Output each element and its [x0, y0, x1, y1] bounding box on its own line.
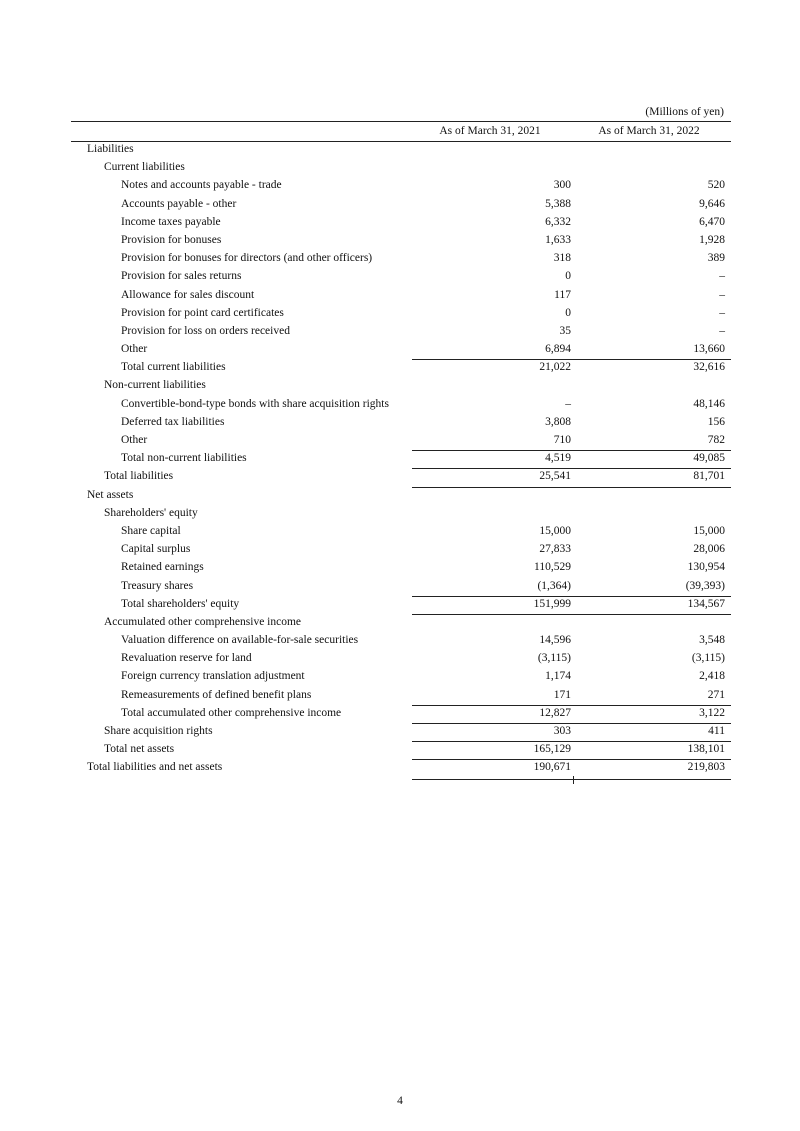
column-header-2022: As of March 31, 2022 [598, 125, 700, 137]
value-2021: 151,999 [533, 597, 571, 610]
value-2022: 9,646 [699, 197, 725, 210]
table-row [71, 176, 731, 194]
value-2022: 130,954 [687, 561, 725, 574]
value-2021: 165,129 [533, 743, 571, 756]
row-label: Retained earnings [121, 561, 204, 574]
table-row [71, 340, 731, 358]
table-row [71, 667, 731, 685]
value-2022: (3,115) [691, 652, 725, 665]
row-label: Total current liabilities [121, 361, 226, 374]
value-2021: 117 [554, 288, 571, 301]
table-row [71, 595, 731, 613]
table-row [71, 486, 731, 504]
table-row [71, 140, 731, 158]
value-2021: 35 [559, 324, 571, 337]
table-row [71, 558, 731, 576]
value-2021: 190,671 [533, 761, 571, 774]
value-2021: 171 [553, 688, 571, 701]
row-label: Current liabilities [104, 161, 185, 174]
value-2021: 0 [565, 306, 571, 319]
value-2022: 48,146 [693, 397, 725, 410]
value-2022: – [719, 306, 725, 319]
value-2022: – [719, 288, 725, 301]
column-separator-tick [573, 776, 574, 784]
value-2021: 1,174 [545, 670, 571, 683]
value-2022: 219,803 [687, 761, 725, 774]
row-label: Allowance for sales discount [121, 288, 255, 301]
row-label: Total non-current liabilities [121, 452, 247, 465]
column-header-row [71, 121, 731, 142]
value-2021: 710 [553, 434, 571, 446]
value-2021: 14,596 [539, 634, 571, 647]
value-2022: 28,006 [693, 543, 725, 556]
value-2022: 15,000 [693, 524, 725, 537]
value-2021: 1,633 [545, 233, 571, 246]
value-2022: 49,085 [693, 452, 725, 465]
table-row [71, 631, 731, 649]
table-row [71, 431, 731, 449]
row-label: Provision for bonuses for directors (and other officers) [121, 252, 373, 265]
value-2021: 3,808 [545, 415, 571, 428]
row-label: Notes and accounts payable - trade [121, 179, 282, 192]
table-row [71, 158, 731, 176]
value-2021: 318 [553, 252, 571, 265]
value-2021: 21,022 [539, 361, 571, 374]
table-row [71, 722, 731, 740]
table-row [71, 267, 731, 285]
value-2022: 782 [707, 434, 725, 446]
value-2021: 25,541 [539, 470, 571, 483]
value-2022: 32,616 [693, 361, 725, 374]
value-2021: 12,827 [539, 706, 571, 719]
value-2021: 6,332 [545, 215, 571, 228]
table-row [71, 540, 731, 558]
value-2021: 5,388 [545, 197, 571, 210]
row-label: Non-current liabilities [104, 379, 206, 392]
table-row [71, 740, 731, 758]
value-2021: – [565, 397, 571, 410]
value-2022: 411 [708, 725, 725, 737]
value-2021: 4,519 [545, 452, 571, 465]
table-row [71, 286, 731, 304]
value-2021: 303 [553, 725, 571, 737]
table-row [71, 577, 731, 595]
table-row [71, 231, 731, 249]
value-2022: 6,470 [699, 215, 725, 228]
value-2022: (39,393) [685, 579, 725, 592]
table-row [71, 195, 731, 213]
table-row [71, 322, 731, 340]
table-row [71, 467, 731, 485]
row-label: Treasury shares [121, 579, 194, 592]
row-label: Other [121, 434, 148, 446]
value-2021: 15,000 [539, 524, 571, 537]
row-label: Foreign currency translation adjustment [121, 670, 305, 683]
row-label: Income taxes payable [121, 215, 221, 228]
row-label: Accumulated other comprehensive income [104, 615, 302, 628]
value-2022: 3,122 [699, 706, 725, 719]
table-row [71, 376, 731, 394]
value-2022: 1,928 [699, 233, 725, 246]
value-2022: 520 [707, 179, 725, 192]
row-label: Total net assets [104, 743, 175, 756]
table-row [71, 213, 731, 231]
table-row [71, 358, 731, 376]
value-2021: 110,529 [534, 561, 571, 574]
value-2022: 3,548 [699, 634, 725, 647]
value-2022: – [719, 324, 725, 337]
row-label: Share capital [121, 524, 181, 537]
value-2021: 27,833 [539, 543, 571, 556]
row-label: Convertible-bond-type bonds with share acquisition rights [121, 397, 389, 410]
value-2022: 13,660 [693, 343, 725, 356]
value-2022: 271 [707, 688, 725, 701]
row-label: Remeasurements of defined benefit plans [121, 688, 312, 701]
table-row [71, 413, 731, 431]
value-2021: (1,364) [537, 579, 571, 592]
row-label: Provision for loss on orders received [121, 324, 290, 337]
value-2022: 138,101 [687, 743, 725, 756]
table-row [71, 522, 731, 540]
value-2022: 81,701 [693, 470, 725, 483]
table-row [71, 758, 731, 776]
row-label: Shareholders' equity [104, 506, 198, 519]
balance-sheet-table [71, 140, 731, 777]
column-header-2021: As of March 31, 2021 [439, 125, 541, 137]
row-label: Provision for sales returns [121, 270, 242, 283]
row-label: Total liabilities [104, 470, 174, 483]
row-label: Provision for bonuses [121, 233, 222, 246]
value-2021: 6,894 [545, 343, 571, 356]
table-row [71, 304, 731, 322]
table-row [71, 249, 731, 267]
row-label: Other [121, 343, 148, 356]
row-label: Liabilities [87, 143, 134, 155]
row-label: Valuation difference on available-for-sale securities [121, 634, 359, 647]
row-label: Total shareholders' equity [121, 597, 240, 610]
table-row [71, 704, 731, 722]
value-2022: – [719, 270, 725, 283]
row-label: Share acquisition rights [104, 725, 213, 737]
value-2021: 0 [565, 270, 571, 283]
value-2022: 389 [707, 252, 725, 265]
page-number: 4 [397, 1095, 403, 1107]
row-label: Total liabilities and net assets [87, 761, 223, 774]
row-label: Capital surplus [121, 543, 191, 556]
table-row [71, 449, 731, 467]
row-label: Total accumulated other comprehensive income [121, 706, 342, 719]
unit-label: (Millions of yen) [645, 106, 724, 118]
row-label: Deferred tax liabilities [121, 415, 225, 428]
value-2022: 134,567 [687, 597, 725, 610]
row-label: Revaluation reserve for land [121, 652, 252, 665]
table-row [71, 686, 731, 704]
row-label: Accounts payable - other [121, 197, 237, 210]
row-label: Provision for point card certificates [121, 306, 284, 319]
value-2021: (3,115) [537, 652, 571, 665]
value-2022: 2,418 [699, 670, 725, 683]
table-row [71, 613, 731, 631]
row-label: Net assets [87, 488, 134, 501]
table-row [71, 504, 731, 522]
table-row [71, 395, 731, 413]
value-2021: 300 [553, 179, 571, 192]
table-row [71, 649, 731, 667]
value-2022: 156 [707, 415, 725, 428]
